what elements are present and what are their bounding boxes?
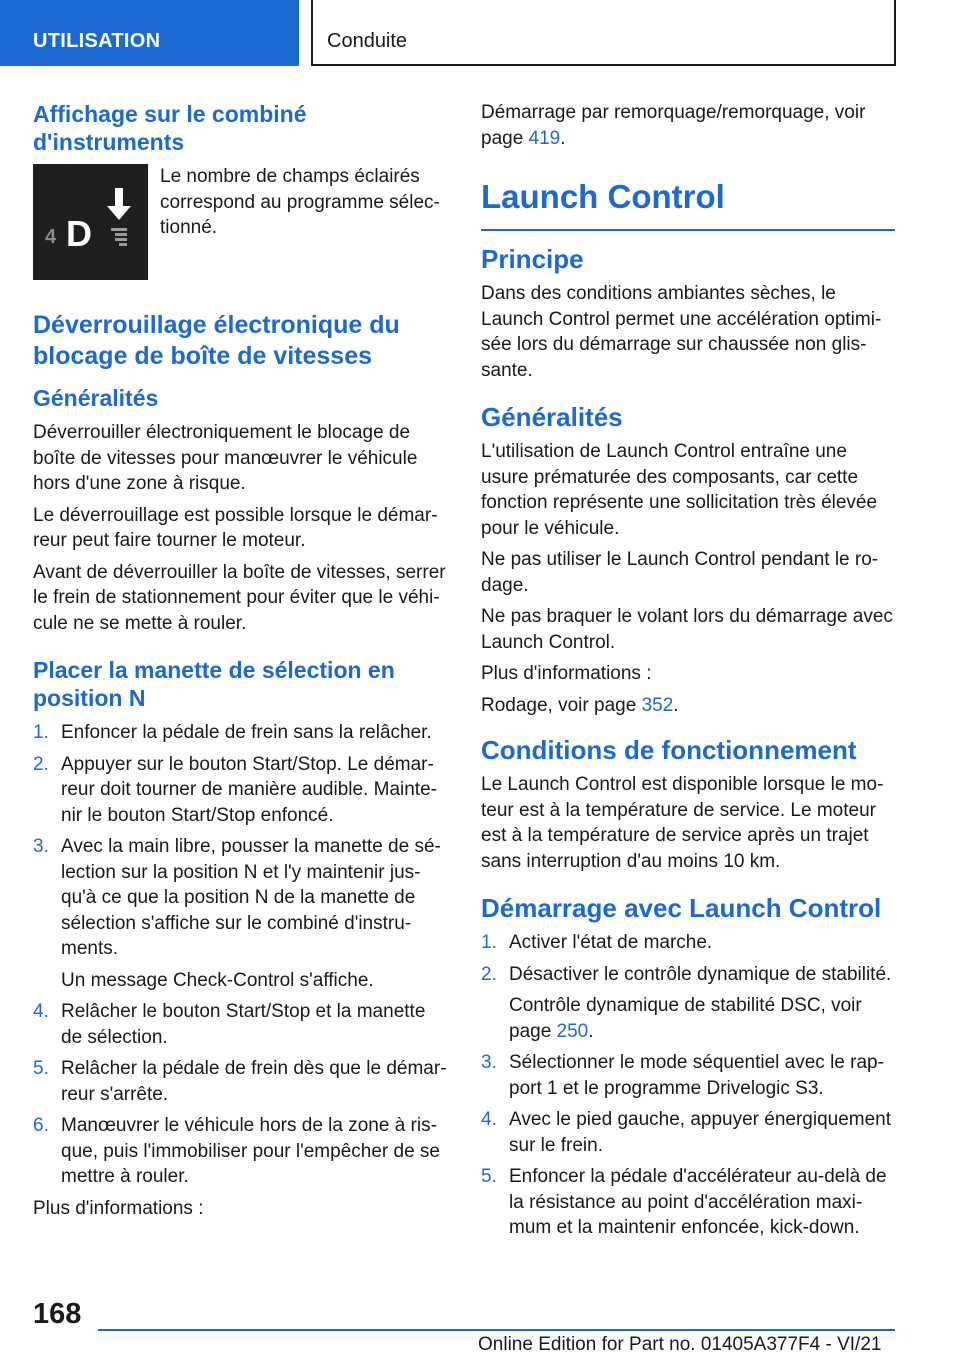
paragraph: Rodage, voir page 352. (481, 694, 679, 716)
heading-generalites-left: Généralités (33, 385, 159, 411)
right-column (481, 100, 895, 1247)
list-item: 2. Appuyer sur le bouton Start/Stop. Le démarreur doit tourner de manière audible. Maintenir le bouton Start/Stop enfoncé. (33, 753, 437, 826)
section-tab: UTILISATION (0, 0, 299, 66)
paragraph: Déverrouiller électroniquement le blocage de boîte de vitesses pour manœuvrer le véhicule hors d'une zone à risque. (33, 422, 418, 494)
heading-conditions: Conditions de fonctionnement (481, 735, 857, 765)
figure-caption: Le nombre de champs éclairés correspond au programme sélectionné. (160, 166, 440, 238)
paragraph: Démarrage par remorquage/remorquage, voir page 419. (481, 102, 866, 149)
footer-divider (98, 1329, 895, 1331)
paragraph: Plus d'informations : (33, 1197, 204, 1219)
list-item: 4. Relâcher le bouton Start/Stop et la manette de sélection. (33, 1001, 426, 1048)
left-column (33, 100, 447, 1227)
page-link-419[interactable]: 419 (528, 127, 561, 149)
gear-display-figure (33, 164, 148, 280)
gear-display-icon (33, 164, 148, 280)
gear-label-4: 4 (45, 226, 57, 248)
list-item: 2. Désactiver le contrôle dynamique de stabilité. Contrôle dynamique de stabilité DSC, voir page 250. (481, 963, 892, 1042)
gear-label-d: D (66, 213, 92, 254)
steps-list-left (33, 720, 447, 1190)
heading-deverrouillage: Déverrouillage électronique du blocage de boîte de vitesses (33, 311, 400, 370)
paragraph: Dans des conditions ambiantes sèches, le Launch Control permet une accélération optimisée lors du démarrage sur chaussée non glissante. (481, 283, 882, 381)
list-item: 5. Relâcher la pédale de frein dès que le démarreur s'arrête. (33, 1058, 447, 1105)
paragraph: L'utilisation de Launch Control entraîne une usure prématurée des composants, car cette fonction représente une sollicitation très élevée pour le véhicule. (481, 441, 878, 539)
figure-block (33, 164, 447, 280)
heading-placer: Placer la manette de sélection en position N (33, 657, 395, 711)
page-header (0, 0, 960, 66)
steps-list-right (481, 930, 895, 1241)
list-item: 3. Sélectionner le mode séquentiel avec le rapport 1 et le programme Drivelogic S3. (481, 1052, 884, 1099)
heading-principe: Principe (481, 244, 584, 274)
chapter-title: Conduite (311, 0, 896, 66)
list-item: 6. Manœuvrer le véhicule hors de la zone à risque, puis l'immobiliser pour l'empêcher de se mettre à rouler. (33, 1115, 440, 1187)
list-item: 5. Enfoncer la pédale d'accélérateur au-delà de la résistance au point d'accélération maximum et la maintenir enfoncée, kick-down. (481, 1166, 887, 1238)
list-item: 1. Activer l'état de marche. (481, 932, 713, 953)
heading-affichage: Affichage sur le combiné d'instruments (33, 101, 307, 155)
paragraph: Le déverrouillage est possible lorsque le démarreur peut faire tourner le moteur. (33, 504, 438, 551)
page-link-352[interactable]: 352 (641, 694, 674, 716)
heading-launch-control: Launch Control (481, 177, 895, 231)
paragraph: Le Launch Control est disponible lorsque le moteur est à la température de service. Le moteur est à la température de service après un trajet sans interruption d'au moins 10 km. (481, 774, 884, 872)
page-number: 168 (33, 1298, 82, 1330)
list-item: 3. Avec la main libre, pousser la manette de sélection sur la position N et l'y maintenir jusqu'à ce que la position N de la manette de sélection s'affiche sur le combiné d'instruments. Un message Check-Control s'affiche. (33, 836, 441, 991)
list-item: 4. Avec le pied gauche, appuyer énergiquement sur le frein. (481, 1109, 892, 1156)
heading-demarrage: Démarrage avec Launch Control (481, 893, 882, 923)
paragraph: Plus d'informations : (481, 663, 652, 684)
paragraph: Avant de déverrouiller la boîte de vitesses, serrer le frein de stationnement pour éviter que le véhicule ne se mette à rouler. (33, 561, 446, 634)
list-item: 1. Enfoncer la pédale de frein sans la relâcher. (33, 722, 432, 743)
paragraph: Ne pas braquer le volant lors du démarrage avec Launch Control. (481, 606, 893, 653)
page-link-250[interactable]: 250 (556, 1020, 589, 1042)
edition-text: Online Edition for Part no. 01405A377F4 - VI/21 (478, 1334, 882, 1355)
heading-generalites-right: Généralités (481, 402, 623, 432)
paragraph: Ne pas utiliser le Launch Control pendant le rodage. (481, 549, 879, 596)
